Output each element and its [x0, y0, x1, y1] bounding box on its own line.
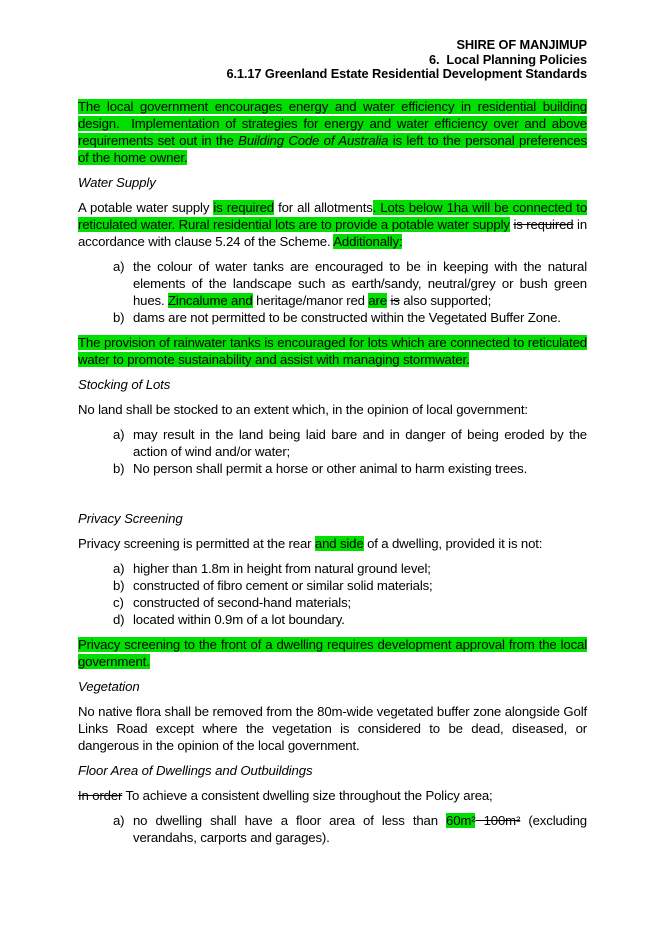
list-item	[78, 309, 587, 326]
highlighted-text: Building Code of Australia	[238, 132, 389, 148]
section-heading: Vegetation	[78, 678, 140, 694]
deleted-text: is required	[513, 216, 574, 232]
highlighted-text: 60m²	[446, 812, 476, 828]
list-item	[78, 460, 587, 477]
section-heading: Water Supply	[78, 174, 156, 190]
section-heading: Privacy Screening	[78, 510, 183, 526]
text-run: of a dwelling, provided it is not:	[363, 535, 543, 551]
highlighted-text: Additionally:	[333, 233, 403, 249]
list-item	[78, 594, 587, 611]
list-item-text	[133, 560, 587, 577]
text-run: constructed of fibro cement or similar solid materials;	[133, 577, 433, 593]
list-item-text	[133, 426, 587, 460]
text-run: No land shall be stocked to an extent which, in the opinion of local government:	[78, 401, 528, 417]
list-item	[78, 611, 587, 628]
text-run: located within 0.9m of a lot boundary.	[133, 611, 345, 627]
text-run: heritage/manor red	[252, 292, 369, 308]
lettered-list	[78, 560, 587, 628]
deleted-text: 100m²	[475, 812, 521, 828]
lettered-list	[78, 258, 587, 326]
list-marker: a)	[113, 426, 125, 442]
text-run: also supported;	[399, 292, 492, 308]
paragraph	[78, 787, 587, 804]
highlighted-text: is left to the personal preferences of the home owner.	[78, 132, 587, 165]
text-run: the colour of water tanks are encouraged to be in keeping with the natural elements of the landscape such as earth/sandy, neutral/grey or bush green hues.	[133, 258, 587, 308]
text-run: constructed of second-hand materials;	[133, 594, 352, 610]
deleted-text: In order	[78, 787, 123, 803]
highlighted-text: Privacy screening to the front of a dwelling requires development approval from the local government.	[78, 636, 587, 669]
header-line-3: 6.1.17 Greenland Estate Residential Development Standards	[226, 66, 587, 82]
list-item	[78, 577, 587, 594]
highlighted-text: The provision of rainwater tanks is encouraged for lots which are connected to reticulated water to promote sustainability and assist with managing stormwater.	[78, 334, 587, 367]
paragraph	[78, 703, 587, 754]
list-item	[78, 258, 587, 309]
deleted-text: is	[390, 292, 400, 308]
text-run: No native flora shall be removed from the 80m-wide vegetated buffer zone alongside Golf Links Road except where the vegetation is considered to be dead, diseased, or dangerous in the opinion of the local government.	[78, 703, 587, 753]
blank-line	[78, 485, 587, 502]
lettered-list	[78, 426, 587, 477]
text-run: Privacy screening is permitted at the rear	[78, 535, 315, 551]
text-run: for all allotments	[273, 199, 373, 215]
header-line-1: SHIRE OF MANJIMUP	[456, 37, 587, 52]
document-header	[78, 38, 587, 82]
text-run: A potable water supply	[78, 199, 214, 215]
header-line-2: 6. Local Planning Policies	[428, 51, 587, 67]
paragraph	[78, 535, 587, 552]
list-marker: b)	[113, 309, 125, 325]
list-marker: a)	[113, 812, 125, 828]
lettered-list	[78, 812, 587, 846]
text-run: no dwelling shall have a floor area of less than	[133, 812, 447, 828]
paragraph	[78, 334, 587, 368]
text-run: To achieve a consistent dwelling size throughout the Policy area;	[122, 787, 493, 803]
paragraph	[78, 199, 587, 250]
highlighted-text: is required	[213, 199, 274, 215]
list-item-text	[133, 594, 587, 611]
text-run: higher than 1.8m in height from natural ground level;	[133, 560, 431, 576]
list-item-text	[133, 611, 587, 628]
list-marker: a)	[113, 560, 125, 576]
list-marker: b)	[113, 577, 125, 593]
list-marker: c)	[113, 594, 124, 610]
list-marker: a)	[113, 258, 125, 274]
list-item	[78, 560, 587, 577]
list-item-text	[133, 460, 587, 477]
list-item	[78, 426, 587, 460]
highlighted-text: are	[368, 292, 387, 308]
section-heading: Stocking of Lots	[78, 376, 171, 392]
list-item-text	[133, 812, 587, 846]
document-body	[78, 98, 587, 846]
list-item-text	[133, 258, 587, 309]
list-marker: b)	[113, 460, 125, 476]
list-marker: d)	[113, 611, 125, 627]
text-run: may result in the land being laid bare and in danger of being eroded by the action of wind and/or water;	[133, 426, 587, 459]
highlighted-text: The local government encourages energy and water efficiency in residential building design. Implementation of strategies for energy and water efficiency over and above requirements set out in the	[78, 98, 587, 148]
text-run: dams are not permitted to be constructed within the Vegetated Buffer Zone.	[133, 309, 561, 325]
highlighted-text: . Lots below 1ha will be connected to reticulated water. Rural residential lots are to provide a potable water supply	[78, 199, 588, 232]
list-item-text	[133, 577, 587, 594]
list-item-text	[133, 309, 587, 326]
paragraph	[78, 401, 587, 418]
highlighted-text: and side	[314, 535, 364, 551]
section-heading: Floor Area of Dwellings and Outbuildings	[78, 762, 313, 778]
paragraph	[78, 636, 587, 670]
text-run: (excluding verandahs, carports and garages).	[133, 812, 587, 845]
text-run: No person shall permit a horse or other animal to harm existing trees.	[133, 460, 528, 476]
paragraph	[78, 98, 587, 166]
highlighted-text: Zincalume and	[168, 292, 253, 308]
list-item	[78, 812, 587, 846]
text-run: in accordance with clause 5.24 of the Scheme.	[78, 216, 588, 249]
